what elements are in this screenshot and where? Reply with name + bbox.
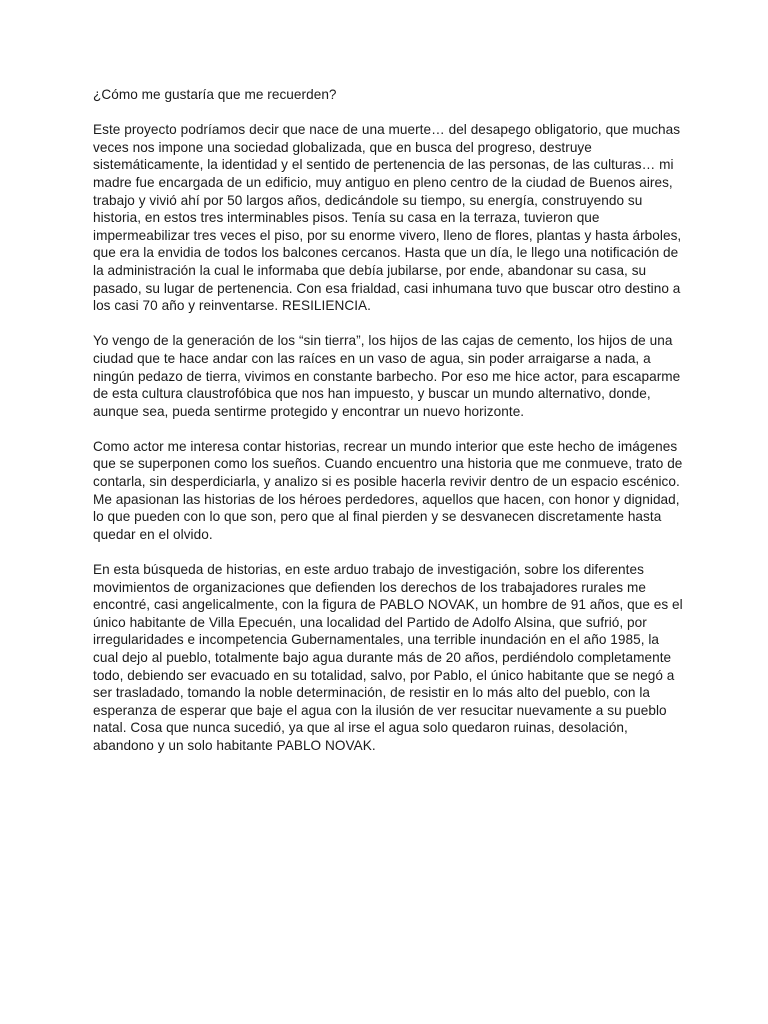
paragraph-2: Yo vengo de la generación de los “sin tierra”, los hijos de las cajas de cemento, los hijos de una ciudad que te hace andar con las raíces en un vaso de agua, sin poder arraigarse a nada, a ningún pedazo de tierra, vivimos en constante barbecho. Por eso me hice actor, para escaparme de esta cultura claustrofóbica que nos han impuesto, y buscar un mundo alternativo, donde, aunque sea, pueda sentirme protegido y encontrar un nuevo horizonte. [93, 333, 681, 419]
paragraph-1: Este proyecto podríamos decir que nace de una muerte… del desapego obligatorio, que muchas veces nos impone una sociedad globalizada, que en busca del progreso, destruye sistemáticamente, la identidad y el sentido de pertenencia de las personas, de las culturas… mi madre fue encargada de un edificio, muy antiguo en pleno centro de la ciudad de Buenos aires, trabajo y vivió ahí por 50 largos años, dedicándole su tiempo, su energía, construyendo su historia, en estos tres interminables pisos. Tenía su casa en la terraza, tuvieron que impermeabilizar tres veces el piso, por su enorme vivero, lleno de flores, plantas y hasta árboles, que era la envidia de todos los balcones cercanos. Hasta que un día, le llego una notificación de la administración la cual le informaba que debía jubilarse, por ende, abandonar su casa, su pasado, su lugar de pertenencia. Con esa frialdad, casi inhumana tuvo que buscar otro destino a los casi 70 año y reinventarse. RESILIENCIA. [93, 122, 682, 314]
paragraph-4: En esta búsqueda de historias, en este arduo trabajo de investigación, sobre los diferentes movimientos de organizaciones que defienden los derechos de los trabajadores rurales me encontré, casi angelicalmente, con la figura de PABLO NOVAK, un hombre de 91 años, que es el único habitante de Villa Epecuén, una localidad del Partido de Adolfo Alsina, que sufrió, por irregularidades e incompetencia Gubernamentales, una terrible inundación en el año 1985, la cual dejo al pueblo, totalmente bajo agua durante más de 20 años, perdiéndolo completamente todo, debiendo ser evacuado en su totalidad, salvo, por Pablo, el único habitante que se negó a ser trasladado, tomando la noble determinación, de resistir en lo más alto del pueblo, con la esperanza de esperar que baje el agua con la ilusión de ver resucitar nuevamente a su pueblo natal. Cosa que nunca sucedió, ya que al irse el agua solo quedaron ruinas, desolación, abandono y un solo habitante PABLO NOVAK. [93, 562, 683, 753]
paragraph-3: Como actor me interesa contar historias, recrear un mundo interior que este hecho de imágenes que se superponen como los sueños. Cuando encuentro una historia que me conmueve, trato de contarla, sin desperdiciarla, y analizo si es posible hacerla revivir dentro de un espacio escénico. Me apasionan las historias de los héroes perdedores, aquellos que hacen, con honor y dignidad, lo que pueden con lo que son, pero que al final pierden y se desvanecen discretamente hasta quedar en el olvido. [93, 438, 683, 542]
document-title: ¿Cómo me gustaría que me recuerden? [93, 87, 337, 102]
document-body [93, 86, 683, 772]
